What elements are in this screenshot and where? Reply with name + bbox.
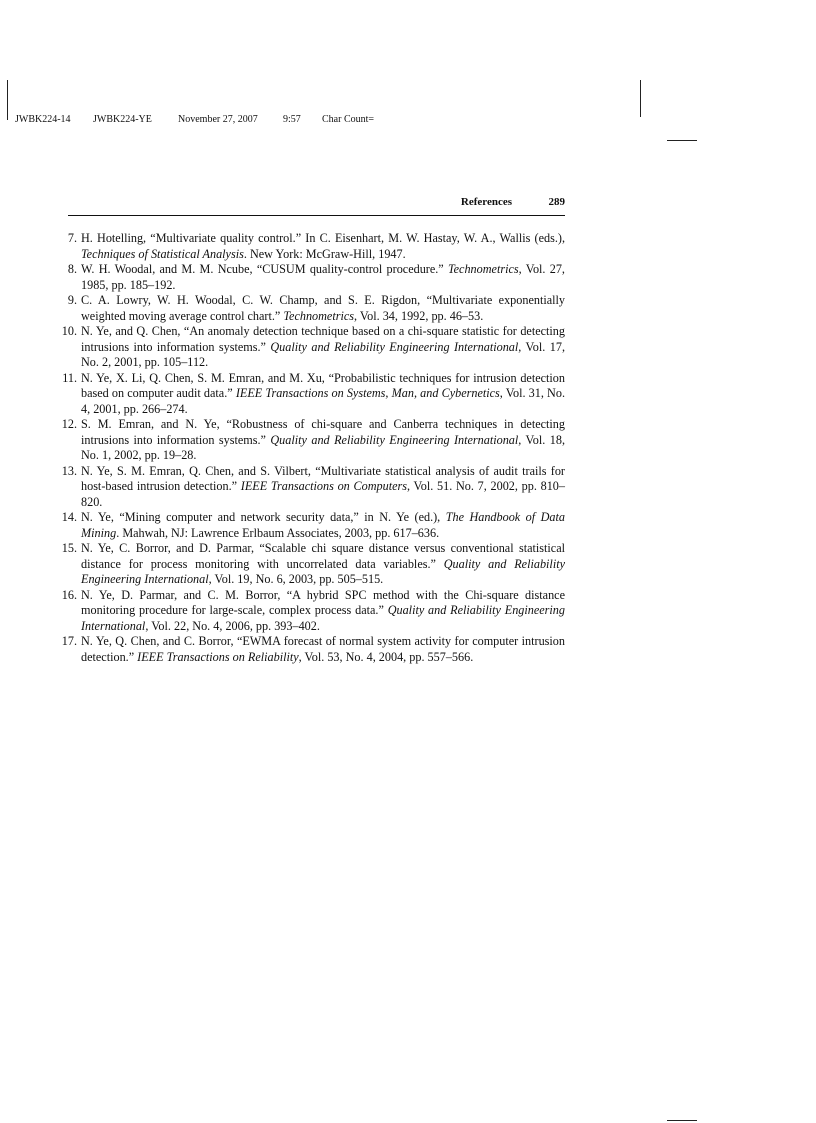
reference-item <box>61 417 565 464</box>
reference-text: N. Ye, X. Li, Q. Chen, S. M. Emran, and M. Xu, “Probabilistic techniques for intrusion detection based on computer audit data.” <box>81 370 565 400</box>
reference-item <box>61 463 565 511</box>
reference-number: 8. <box>67 262 77 276</box>
reference-text: C. A. Lowry, W. H. Woodal, C. W. Champ, and S. E. Rigdon, “Multivariate exponentially weighted moving average control chart.” <box>81 293 565 323</box>
reference-item <box>61 541 565 588</box>
running-head-title: References <box>460 196 512 208</box>
reference-text: , Vol. 34, 1992, pp. 46–53. <box>354 308 484 323</box>
reference-item <box>68 231 565 262</box>
slug-char-count: Char Count= <box>322 114 375 125</box>
reference-source-title: Quality and Reliability Engineering International <box>270 339 519 354</box>
reference-text: N. Ye, Q. Chen, and C. Borror, “EWMA forecast of normal system activity for computer intrusion detection.” <box>81 634 565 664</box>
reference-text: , Vol. 19, No. 6, 2003, pp. 505–515. <box>208 572 384 586</box>
page-number: 289 <box>548 196 565 208</box>
reference-text: , Vol. 18, No. 1, 2002, pp. 19–28. <box>81 432 565 462</box>
reference-text: N. Ye, “Mining computer and network security data,” in N. Ye (ed.), <box>81 510 446 524</box>
reference-item <box>61 510 565 541</box>
reference-text: N. Ye, D. Parmar, and C. M. Borror, “A hybrid SPC method with the Chi-square distance monitoring procedure for large-scale, complex process data.” <box>81 587 565 617</box>
reference-source-title: Quality and Reliability Engineering International <box>270 432 519 447</box>
reference-text: , Vol. 22, No. 4, 2006, pp. 393–402. <box>145 618 320 633</box>
reference-source-title: IEEE Transactions on Reliability <box>137 649 299 664</box>
crop-mark-top-right <box>667 140 697 141</box>
reference-text: , Vol. 31, No. 4, 2001, pp. 266–274. <box>81 386 565 416</box>
reference-source-title: Quality and Reliability Engineering International <box>81 603 565 633</box>
reference-number: 15. <box>61 541 77 555</box>
reference-source-title: IEEE Transactions on Systems, Man, and Cybernetics <box>235 386 500 400</box>
reference-item <box>68 293 565 324</box>
reference-text: , Vol. 53, No. 4, 2004, pp. 557–566. <box>298 649 474 664</box>
slug-time: 9:57 <box>283 114 301 125</box>
reference-number: 7. <box>67 231 77 245</box>
header-rule <box>68 215 565 216</box>
slug-date: November 27, 2007 <box>178 114 258 125</box>
reference-text: N. Ye, and Q. Chen, “An anomaly detection technique based on a chi-square statistic for detecting intrusions into information systems.” <box>81 324 565 354</box>
reference-text: H. Hotelling, “Multivariate quality control.” In C. Eisenhart, M. W. Hastay, W. A., Wallis (eds.), <box>81 231 565 245</box>
reference-number: 12. <box>61 417 77 431</box>
production-slug <box>10 103 374 125</box>
reference-text: N. Ye, C. Borror, and D. Parmar, “Scalable chi square distance versus conventional statistical distance for process monitoring with uncorrelated data variables.” <box>81 541 565 571</box>
reference-source-title: Techniques of Statistical Analysis <box>81 246 244 261</box>
reference-item <box>61 324 565 371</box>
slug-code-1: JWBK224-14 <box>15 114 71 125</box>
reference-number: 17. <box>61 634 77 648</box>
reference-source-title: Technometrics <box>283 308 355 323</box>
reference-source-title: Quality and Reliability Engineering International <box>81 556 565 586</box>
reference-source-title: The Handbook of Data Mining <box>81 510 565 540</box>
crop-mark-right <box>640 80 641 117</box>
reference-text: . Mahwah, NJ: Lawrence Erlbaum Associates, 2003, pp. 617–636. <box>116 525 440 540</box>
reference-number: 13. <box>61 463 77 478</box>
reference-text: , Vol. 51. No. 7, 2002, pp. 810–820. <box>81 479 565 509</box>
reference-item <box>68 262 565 293</box>
reference-list <box>61 231 565 665</box>
reference-item <box>61 587 565 635</box>
reference-text: S. M. Emran, and N. Ye, “Robustness of chi-square and Canberra techniques in detecting intrusions into information systems.” <box>81 417 565 447</box>
reference-source-title: IEEE Transactions on Computers <box>240 479 407 493</box>
reference-text: N. Ye, S. M. Emran, Q. Chen, and S. Vilbert, “Multivariate statistical analysis of audit trails for host-based intrusion detection.” <box>81 463 565 493</box>
reference-number: 14. <box>61 510 77 524</box>
reference-text: , Vol. 27, 1985, pp. 185–192. <box>81 262 565 292</box>
reference-source-title: Technometrics <box>447 262 519 276</box>
reference-item <box>61 634 565 665</box>
reference-text: , Vol. 17, No. 2, 2001, pp. 105–112. <box>81 339 565 369</box>
reference-number: 11. <box>62 370 77 385</box>
reference-number: 10. <box>61 324 77 338</box>
slug-code-2: JWBK224-YE <box>93 114 152 125</box>
reference-item <box>62 370 565 418</box>
reference-number: 16. <box>61 587 77 602</box>
crop-mark-bottom-right <box>667 1120 697 1121</box>
crop-mark-left <box>7 80 8 120</box>
reference-number: 9. <box>67 293 77 307</box>
reference-text: W. H. Woodal, and M. M. Ncube, “CUSUM quality-control procedure.” <box>81 262 448 276</box>
reference-text: . New York: McGraw-Hill, 1947. <box>243 246 406 261</box>
